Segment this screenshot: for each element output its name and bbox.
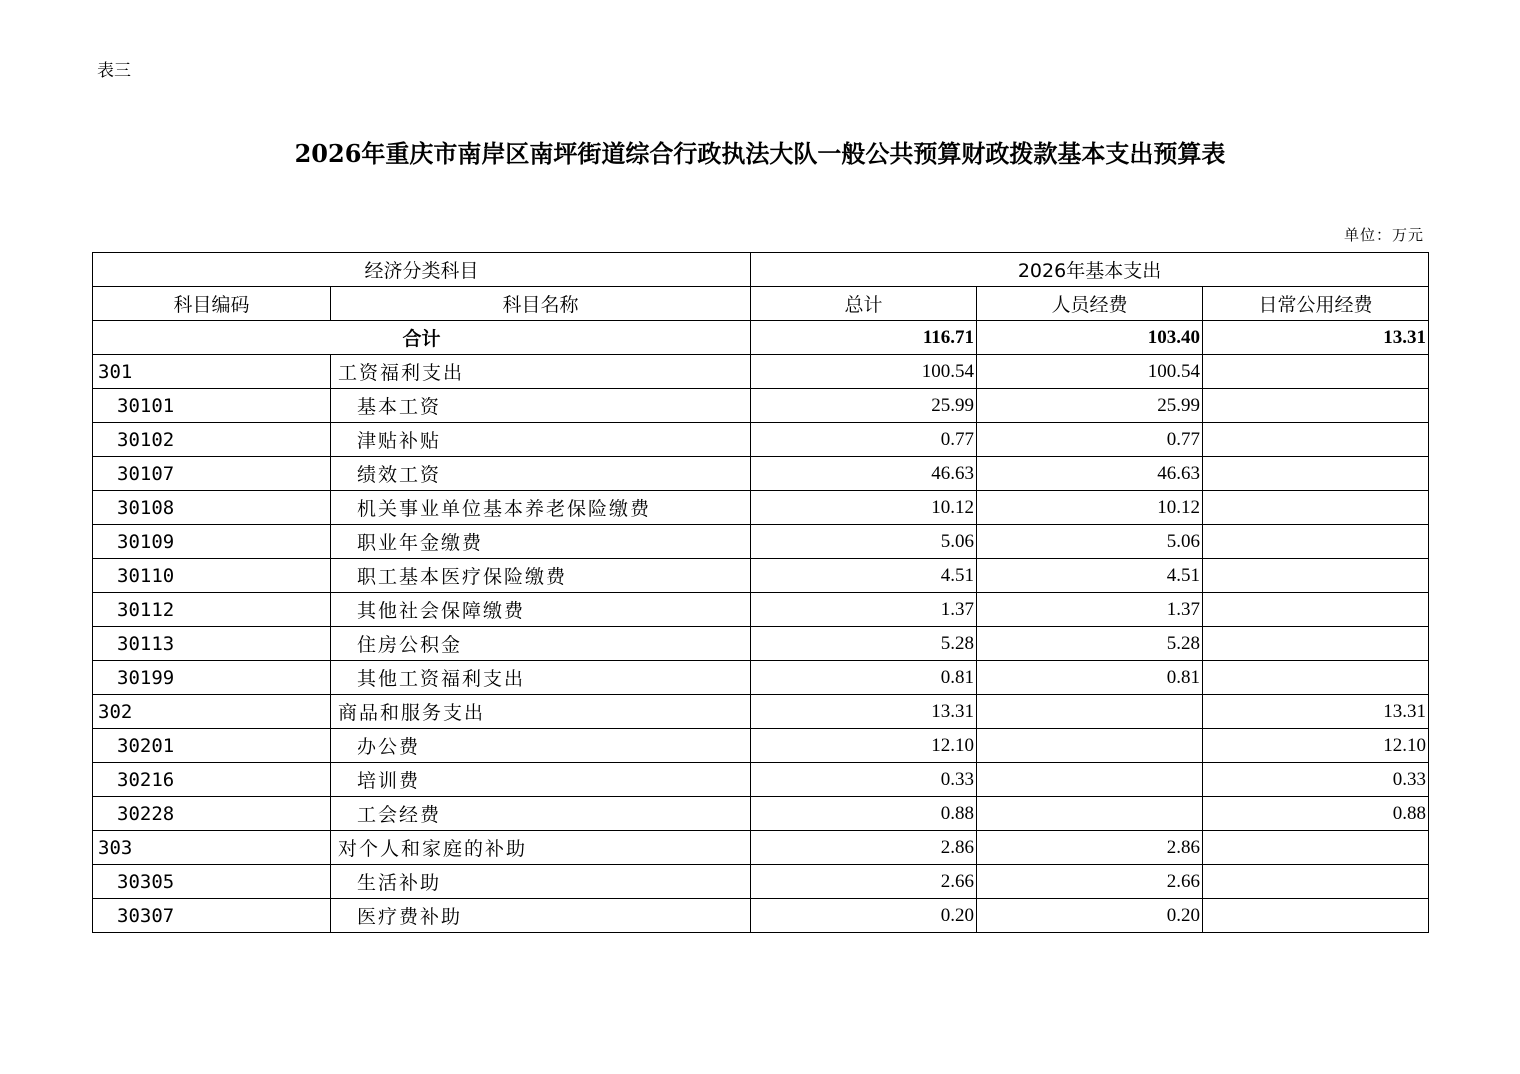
summary-public: 13.31 [1203, 321, 1429, 355]
row-total: 5.28 [751, 627, 977, 661]
row-personnel [977, 695, 1203, 729]
row-public: 13.31 [1203, 695, 1429, 729]
summary-row [93, 321, 1429, 355]
row-code: 30112 [93, 593, 331, 627]
row-name: 其他工资福利支出 [331, 661, 751, 695]
row-code: 30102 [93, 423, 331, 457]
budget-table [92, 252, 1429, 933]
table-row [93, 729, 1429, 763]
row-code: 30108 [93, 491, 331, 525]
row-public [1203, 865, 1429, 899]
row-personnel: 5.06 [977, 525, 1203, 559]
row-public [1203, 457, 1429, 491]
summary-total: 116.71 [751, 321, 977, 355]
header-personnel: 人员经费 [977, 287, 1203, 321]
row-name: 对个人和家庭的补助 [331, 831, 751, 865]
row-total: 10.12 [751, 491, 977, 525]
row-public [1203, 559, 1429, 593]
row-total: 0.81 [751, 661, 977, 695]
row-total: 12.10 [751, 729, 977, 763]
row-total: 1.37 [751, 593, 977, 627]
row-code: 30199 [93, 661, 331, 695]
row-public: 0.88 [1203, 797, 1429, 831]
row-name: 津贴补贴 [331, 423, 751, 457]
header-code: 科目编码 [93, 287, 331, 321]
row-total: 5.06 [751, 525, 977, 559]
row-name: 其他社会保障缴费 [331, 593, 751, 627]
row-public [1203, 389, 1429, 423]
row-code: 30113 [93, 627, 331, 661]
group-header-row [93, 253, 1429, 287]
row-total: 0.88 [751, 797, 977, 831]
header-total: 总计 [751, 287, 977, 321]
row-public [1203, 831, 1429, 865]
row-personnel: 10.12 [977, 491, 1203, 525]
row-name: 职工基本医疗保险缴费 [331, 559, 751, 593]
row-total: 4.51 [751, 559, 977, 593]
row-total: 100.54 [751, 355, 977, 389]
row-code: 30228 [93, 797, 331, 831]
row-total: 0.20 [751, 899, 977, 933]
table-row [93, 661, 1429, 695]
row-personnel: 1.37 [977, 593, 1203, 627]
row-personnel: 2.66 [977, 865, 1203, 899]
row-personnel: 100.54 [977, 355, 1203, 389]
table-row [93, 797, 1429, 831]
row-code: 30107 [93, 457, 331, 491]
table-row [93, 491, 1429, 525]
row-total: 25.99 [751, 389, 977, 423]
table-row [93, 831, 1429, 865]
row-personnel: 0.81 [977, 661, 1203, 695]
row-name: 办公费 [331, 729, 751, 763]
row-total: 0.77 [751, 423, 977, 457]
row-code: 30305 [93, 865, 331, 899]
row-public [1203, 491, 1429, 525]
table-row [93, 899, 1429, 933]
row-name: 绩效工资 [331, 457, 751, 491]
row-public [1203, 525, 1429, 559]
row-name: 住房公积金 [331, 627, 751, 661]
unit-label: 单位：万元 [1343, 226, 1424, 244]
row-total: 2.86 [751, 831, 977, 865]
row-public: 0.33 [1203, 763, 1429, 797]
table-row [93, 559, 1429, 593]
table-row [93, 423, 1429, 457]
row-total: 13.31 [751, 695, 977, 729]
row-name: 机关事业单位基本养老保险缴费 [331, 491, 751, 525]
row-personnel: 0.77 [977, 423, 1203, 457]
header-basic-expenditure: 2026年基本支出 [751, 253, 1429, 287]
row-personnel: 4.51 [977, 559, 1203, 593]
table-row [93, 525, 1429, 559]
row-code: 303 [93, 831, 331, 865]
table-label: 表三 [97, 61, 131, 81]
row-personnel: 5.28 [977, 627, 1203, 661]
row-total: 46.63 [751, 457, 977, 491]
row-code: 30101 [93, 389, 331, 423]
row-name: 生活补助 [331, 865, 751, 899]
row-public [1203, 355, 1429, 389]
table-row [93, 695, 1429, 729]
header-name: 科目名称 [331, 287, 751, 321]
column-header-row [93, 287, 1429, 321]
table-row [93, 763, 1429, 797]
summary-personnel: 103.40 [977, 321, 1203, 355]
row-name: 培训费 [331, 763, 751, 797]
header-public: 日常公用经费 [1203, 287, 1429, 321]
row-code: 30216 [93, 763, 331, 797]
header-economic-category: 经济分类科目 [93, 253, 751, 287]
row-code: 30201 [93, 729, 331, 763]
table-row [93, 627, 1429, 661]
row-name: 基本工资 [331, 389, 751, 423]
table-row [93, 355, 1429, 389]
row-public [1203, 423, 1429, 457]
table-row [93, 593, 1429, 627]
table-row [93, 457, 1429, 491]
row-code: 30110 [93, 559, 331, 593]
row-code: 301 [93, 355, 331, 389]
document-title: 2026年重庆市南岸区南坪街道综合行政执法大队一般公共预算财政拨款基本支出预算表 [294, 139, 1226, 168]
row-name: 医疗费补助 [331, 899, 751, 933]
summary-label: 合计 [93, 321, 751, 355]
row-total: 2.66 [751, 865, 977, 899]
row-public [1203, 627, 1429, 661]
row-personnel [977, 797, 1203, 831]
table-row [93, 389, 1429, 423]
row-public [1203, 899, 1429, 933]
row-personnel: 46.63 [977, 457, 1203, 491]
table-row [93, 865, 1429, 899]
row-code: 30109 [93, 525, 331, 559]
row-public [1203, 661, 1429, 695]
row-name: 职业年金缴费 [331, 525, 751, 559]
row-personnel [977, 763, 1203, 797]
row-code: 30307 [93, 899, 331, 933]
row-personnel [977, 729, 1203, 763]
row-code: 302 [93, 695, 331, 729]
row-personnel: 25.99 [977, 389, 1203, 423]
row-personnel: 0.20 [977, 899, 1203, 933]
row-public: 12.10 [1203, 729, 1429, 763]
row-total: 0.33 [751, 763, 977, 797]
row-personnel: 2.86 [977, 831, 1203, 865]
row-name: 商品和服务支出 [331, 695, 751, 729]
row-name: 工会经费 [331, 797, 751, 831]
row-public [1203, 593, 1429, 627]
row-name: 工资福利支出 [331, 355, 751, 389]
